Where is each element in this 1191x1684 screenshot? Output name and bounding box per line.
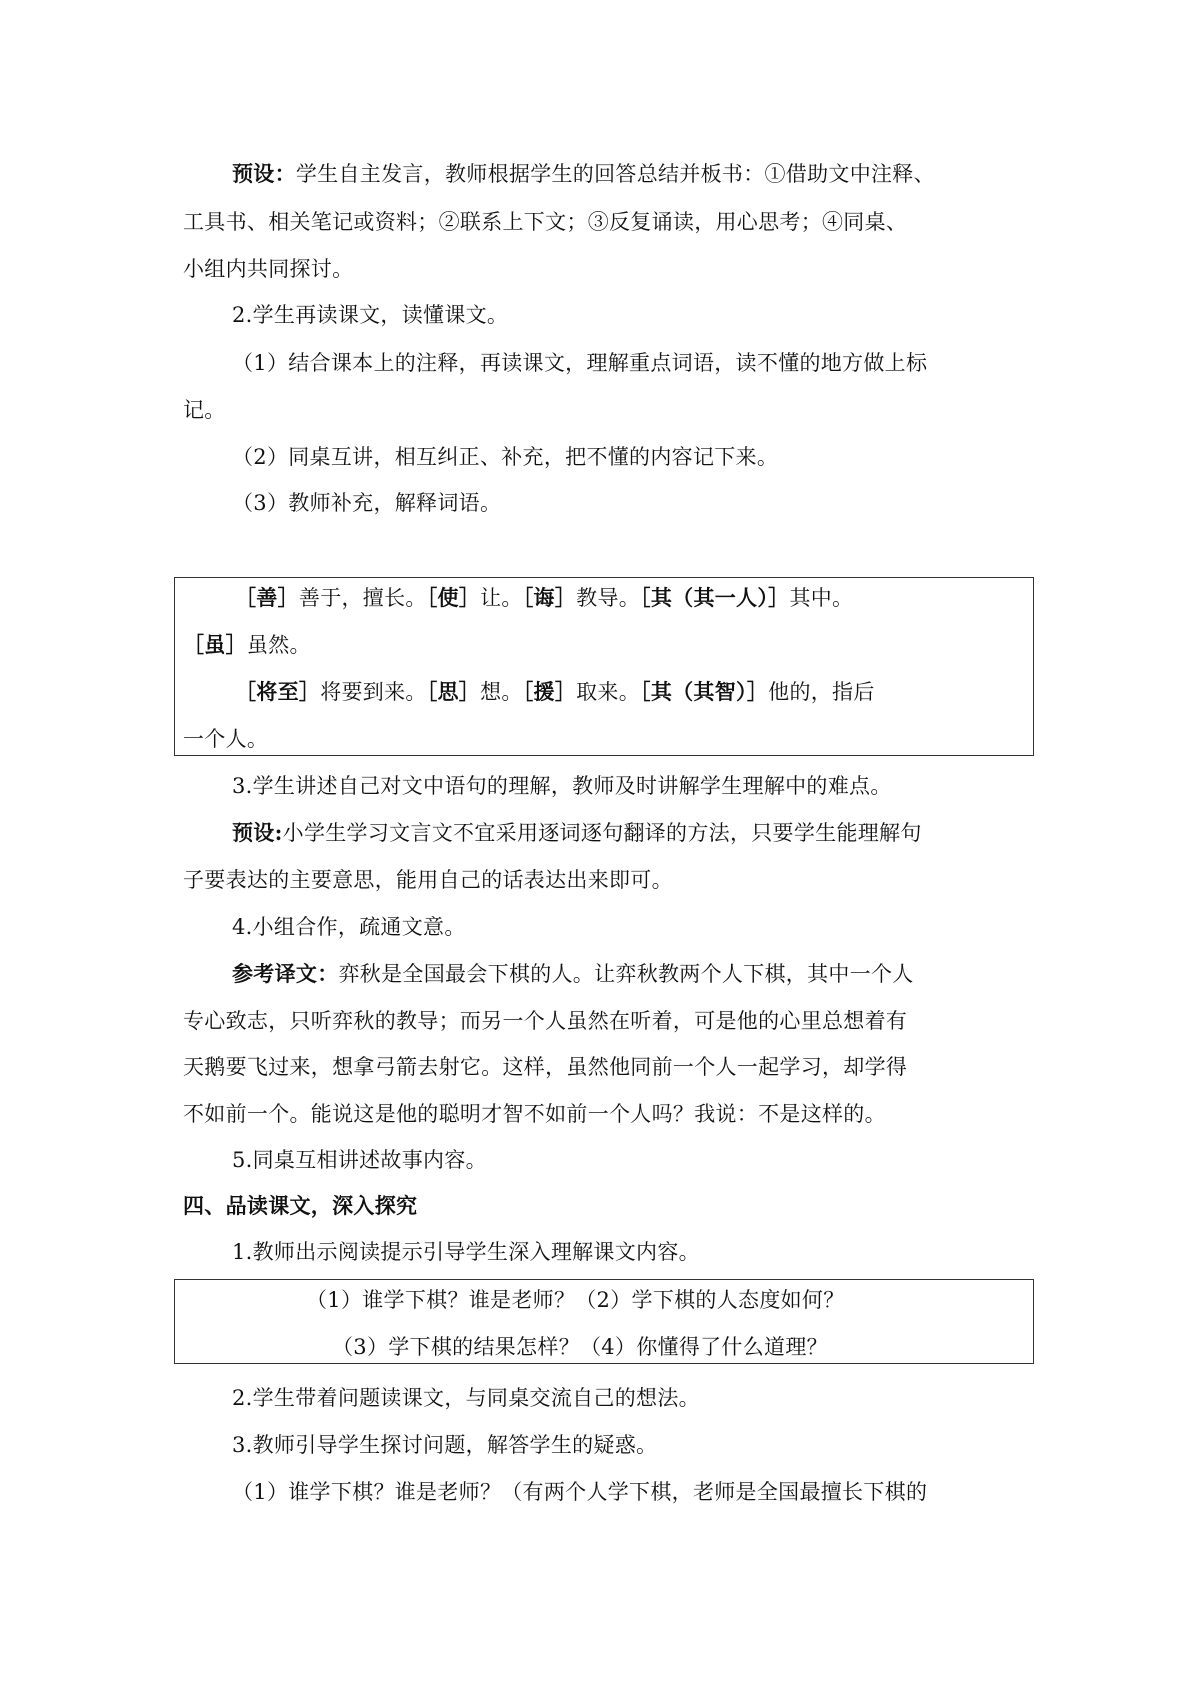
preset-text-line-1: 学生自主发言，教师根据学生的回答总结并板书：①借助文中注释、 [295,162,935,186]
section-4-step-2: 2.学生带着问题读课文，与同桌交流自己的想法。 [232,1386,700,1410]
glossary-definition: 让。 [480,586,523,610]
step-3: 3.学生讲述自己对文中语句的理解，教师及时讲解学生理解中的难点。 [232,774,892,798]
glossary-definition: 虽然。 [246,633,311,657]
glossary-definition: 其中。 [789,586,854,610]
glossary-term: ［使］ [426,585,481,610]
step-2: 2.学生再读课文，读懂课文。 [232,303,509,327]
translation-text-line-4: 不如前一个。能说这是他的聪明才智不如前一个人吗？我说：不是这样的。 [183,1102,886,1126]
step-5: 5.同桌互相讲述故事内容。 [232,1148,487,1172]
glossary-definition: 将要到来。 [320,680,427,704]
preset-2-text-line-1: 小学生学习文言文不宜采用逐词逐句翻译的方法，只要学生能理解句 [282,821,922,845]
glossary-term: ［思］ [426,679,481,704]
section-4-step-1: 1.教师出示阅读提示引导学生深入理解课文内容。 [232,1240,700,1264]
preset-label: 预设： [232,161,296,186]
reading-prompt-line-2: （3）学下棋的结果怎样？（4）你懂得了什么道理？ [332,1335,828,1359]
glossary-term: ［将至］ [235,679,321,704]
glossary-term: ［援］ [522,679,577,704]
glossary-term: ［其（其智）］ [640,679,769,704]
step-2-item-2: （2）同桌互讲，相互纠正、补充，把不懂的内容记下来。 [232,445,779,469]
translation-text-line-2: 专心致志，只听弈秋的教导；而另一个人虽然在听着，可是他的心里总想着有 [183,1009,908,1033]
preset-2-label: 预设: [232,820,283,845]
preset-paragraph-line-1 [232,159,935,189]
glossary-definition: 他的，指后 [768,680,875,704]
step-2-item-1-line-1: （1）结合课本上的注释，再读课文，理解重点词语，读不懂的地方做上标 [232,351,928,375]
step-4: 4.小组合作，疏通文意。 [232,915,466,939]
preset-text-line-2: 工具书、相关笔记或资料；②联系上下文；③反复诵读，用心思考；④同桌、 [183,210,908,234]
glossary-definition: 想。 [480,680,523,704]
reading-prompt-line-1: （1）谁学下棋？谁是老师？（2）学下棋的人态度如何？ [306,1288,845,1312]
glossary-line-1 [235,583,853,613]
glossary-term: ［其（其一人）］ [640,585,790,610]
glossary-line-4: 一个人。 [183,727,269,751]
preset-2-text-line-2: 子要表达的主要意思，能用自己的话表达出来即可。 [183,868,673,892]
glossary-definition: 善于，擅长。 [298,586,427,610]
glossary-line-2 [183,630,311,660]
translation-label: 参考译文： [232,961,339,986]
section-4-heading: 四、品读课文，深入探究 [183,1193,418,1218]
step-2-item-3: （3）教师补充，解释词语。 [232,491,502,515]
translation-text-line-1: 弈秋是全国最会下棋的人。让弈秋教两个人下棋，其中一个人 [338,962,914,986]
translation-line-1 [232,959,914,989]
preset-text-line-3: 小组内共同探讨。 [183,257,354,281]
section-4-step-3-item-1: （1）谁学下棋？谁是老师？（有两个人学下棋，老师是全国最擅长下棋的 [232,1480,928,1504]
glossary-term: ［诲］ [522,585,577,610]
glossary-definition: 教导。 [576,586,641,610]
preset-2-line-1 [232,818,922,848]
glossary-line-3 [235,677,875,707]
glossary-definition: 取来。 [576,680,641,704]
step-2-item-1-line-2: 记。 [183,398,226,422]
translation-text-line-3: 天鹅要飞过来，想拿弓箭去射它。这样，虽然他同前一个人一起学习，却学得 [183,1055,908,1079]
glossary-term: ［虽］ [183,632,247,657]
section-4-step-3: 3.教师引导学生探讨问题，解答学生的疑惑。 [232,1433,658,1457]
glossary-term: ［善］ [235,585,299,610]
